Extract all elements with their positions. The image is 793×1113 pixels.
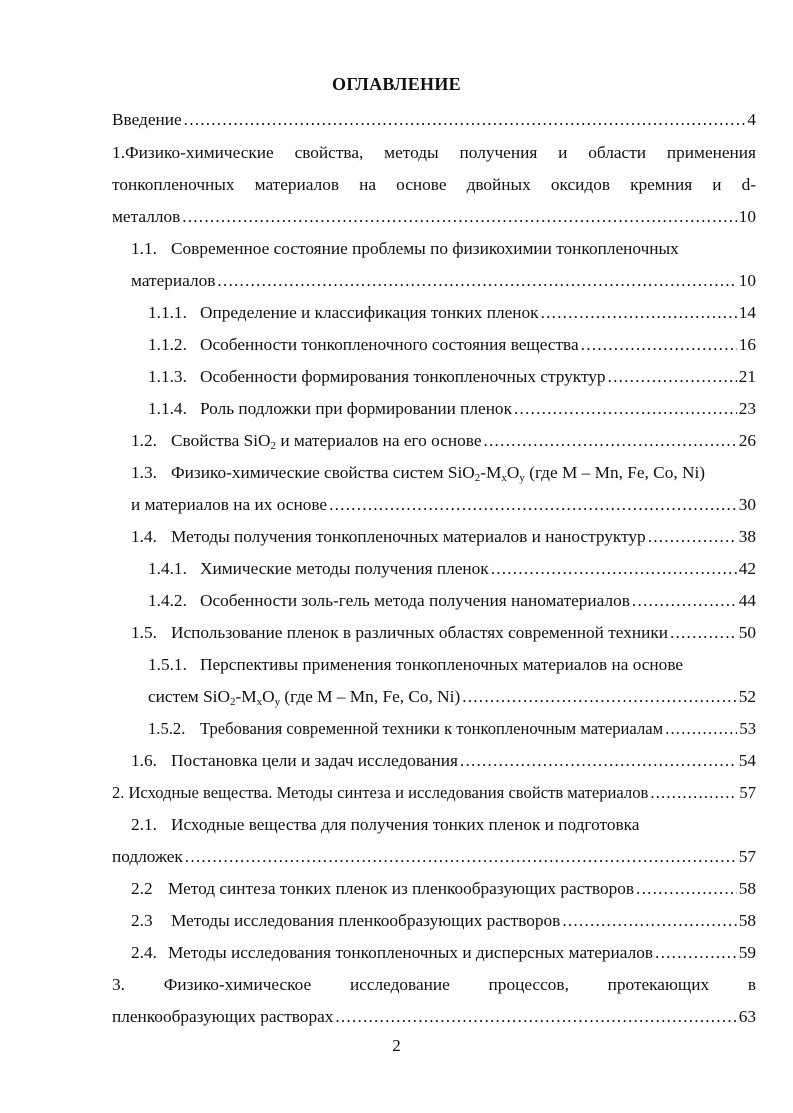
leader-dots <box>460 749 737 773</box>
subscript: x <box>501 472 507 484</box>
toc-entry-text: Современное состояние проблемы по физикохимии тонкопленочных <box>171 239 679 258</box>
toc-entry-ch3-line2[interactable] <box>112 1005 756 1029</box>
toc-page-number: 58 <box>738 879 756 898</box>
leader-dots <box>491 557 737 581</box>
toc-number: 1.5.1. <box>148 655 187 674</box>
toc-entry-text: (где M – Mn, Fe, Co, Ni) <box>524 463 706 482</box>
toc-entry-1-2[interactable] <box>131 429 756 453</box>
toc-page-number: 38 <box>738 527 756 546</box>
leader-dots <box>217 269 736 293</box>
toc-page-number: 42 <box>738 559 756 578</box>
toc-entry-1-4-2[interactable] <box>148 589 756 613</box>
toc-page-number: 52 <box>738 687 756 706</box>
leader-dots <box>655 941 737 965</box>
toc-entry-ch2[interactable] <box>112 781 756 805</box>
toc-entry-text: Физико-химическое исследование процессов, протекающих в <box>163 975 756 994</box>
toc-number: 2.2 <box>131 879 153 898</box>
toc-page-number: 4 <box>747 110 756 129</box>
toc-entry-text: Перспективы применения тонкопленочных материалов на основе <box>200 655 684 674</box>
toc-entry-2-3[interactable] <box>131 909 756 933</box>
toc-entry-text: Методы исследования тонкопленочных и дисперсных материалов <box>168 943 654 962</box>
toc-entry-text: Химические методы получения пленок <box>200 559 489 578</box>
leader-dots <box>184 108 746 132</box>
toc-page-number: 58 <box>738 911 756 930</box>
leader-dots <box>541 301 737 325</box>
leader-dots <box>182 205 736 229</box>
leader-dots <box>329 493 737 517</box>
toc-page-number: 57 <box>738 847 756 866</box>
toc-entry-text: Требования современной техники к тонкопленочным материалам <box>200 719 664 738</box>
leader-dots <box>650 781 737 805</box>
toc-entry-1-6[interactable] <box>131 749 756 773</box>
toc-entry-2-4[interactable] <box>131 941 756 965</box>
subscript: y <box>519 472 525 484</box>
toc-entry-text: и материалов на его основе <box>276 431 482 450</box>
toc-number: 1. <box>112 143 125 162</box>
toc-number: 3. <box>112 975 125 994</box>
toc-entry-text: Особенности золь-гель метода получения наноматериалов <box>200 591 630 610</box>
toc-page-number: 54 <box>738 751 756 770</box>
toc-number: 1.6. <box>131 751 157 770</box>
toc-entry-text: Использование пленок в различных областях современной техники <box>171 623 668 642</box>
toc-entry-ch1-line1[interactable] <box>112 141 756 165</box>
toc-entry-text: Исходные вещества для получения тонких пленок и подготовка <box>171 815 640 834</box>
subscript: 2 <box>229 696 236 708</box>
toc-entry-text: Свойства SiO <box>171 431 271 450</box>
toc-number: 1.1.2. <box>148 335 187 354</box>
subscript: y <box>274 696 281 708</box>
toc-entry-text: Метод синтеза тонких пленок из пленкообразующих растворов <box>168 879 635 898</box>
toc-entry-text: металлов <box>112 207 181 226</box>
leader-dots <box>632 589 737 613</box>
toc-page-number: 26 <box>738 431 756 450</box>
leader-dots <box>648 525 737 549</box>
toc-number: 1.1.3. <box>148 367 187 386</box>
toc-entry-1-3-line1[interactable] <box>131 461 756 485</box>
toc-entry-text: Определение и классификация тонких пленок <box>200 303 539 322</box>
toc-entry-ch1-line3[interactable] <box>112 205 756 229</box>
toc-entry-text: O <box>506 463 520 482</box>
toc-page-number: 14 <box>738 303 756 322</box>
toc-page-number: 53 <box>739 719 756 738</box>
leader-dots <box>665 717 737 741</box>
toc-entry-text: подложек <box>112 847 183 866</box>
toc-entry-1-5-2[interactable] <box>148 717 756 741</box>
toc-number: 1.2. <box>131 431 157 450</box>
toc-page-number: 10 <box>738 271 756 290</box>
toc-entry-intro[interactable] <box>112 108 756 132</box>
toc-page-number: 57 <box>739 783 756 802</box>
toc-page-number: 63 <box>738 1007 756 1026</box>
toc-number: 1.4.1. <box>148 559 187 578</box>
toc-entry-text: Постановка цели и задач исследования <box>171 751 458 770</box>
toc-entry-text: материалов <box>131 271 216 290</box>
toc-entry-1-5[interactable] <box>131 621 756 645</box>
subscript: 2 <box>270 440 276 452</box>
toc-page-number: 59 <box>738 943 756 962</box>
leader-dots <box>608 365 737 389</box>
toc-entry-text: Методы исследования пленкообразующих растворов <box>171 911 561 930</box>
toc-number: 2.4. <box>131 943 157 962</box>
toc-entry-text: Физико-химические свойства систем SiO <box>171 463 475 482</box>
toc-entry-1-1-1[interactable] <box>148 301 756 325</box>
leader-dots <box>462 685 736 709</box>
leader-dots <box>185 845 737 869</box>
toc-page-number: 21 <box>738 367 756 386</box>
subscript: x <box>256 696 263 708</box>
toc-number: 1.1.4. <box>148 399 187 418</box>
toc-entry-text: -M <box>235 687 257 706</box>
toc-entry-text: Физико-химические свойства, методы получения и области применения <box>124 143 756 162</box>
toc-number: 1.1.1. <box>148 303 187 322</box>
toc-entry-ch1-line2 <box>112 173 756 197</box>
toc-entry-text: -M <box>480 463 502 482</box>
toc-number: 1.5. <box>131 623 157 642</box>
toc-number: 1.4. <box>131 527 157 546</box>
toc-page-number: 44 <box>738 591 756 610</box>
toc-entry-1-4-1[interactable] <box>148 557 756 581</box>
toc-entry-1-1-line1[interactable] <box>131 237 756 261</box>
leader-dots <box>670 621 737 645</box>
toc-page-number: 30 <box>738 495 756 514</box>
leader-dots <box>335 1005 736 1029</box>
toc-number: 1.5.2. <box>148 719 186 738</box>
toc-page-number: 10 <box>738 207 756 226</box>
toc-entry-1-5-1-line1[interactable] <box>148 653 756 677</box>
toc-entry-2-1-line2[interactable] <box>112 845 756 869</box>
toc-page-number: 16 <box>738 335 756 354</box>
page-title: ОГЛАВЛЕНИЕ <box>332 74 461 94</box>
leader-dots <box>484 429 737 453</box>
toc-entry-1-3-line2[interactable] <box>131 493 756 517</box>
toc-entry-text: систем SiO <box>148 687 230 706</box>
toc-number: 2.1. <box>131 815 157 834</box>
toc-entry-text: Роль подложки при формировании пленок <box>200 399 512 418</box>
toc-number: 1.3. <box>131 463 157 482</box>
toc-entry-text: пленкообразующих растворах <box>112 1007 334 1026</box>
toc-entry-text: тонкопленочных материалов на основе двойных оксидов кремния и d- <box>112 175 756 194</box>
toc-entry-text: и материалов на их основе <box>131 495 328 514</box>
leader-dots <box>514 397 737 421</box>
toc-entry-ch3-line1[interactable] <box>112 973 756 997</box>
toc-entry-text: O <box>262 687 275 706</box>
toc-number: 1.4.2. <box>148 591 187 610</box>
toc-page-number: 50 <box>738 623 756 642</box>
toc-page-number: 23 <box>738 399 756 418</box>
toc-entry-text: Введение <box>112 110 182 129</box>
toc-entry-2-1-line1[interactable] <box>131 813 756 837</box>
toc-entry-text: Методы получения тонкопленочных материалов и наноструктур <box>171 527 646 546</box>
leader-dots <box>562 909 736 933</box>
toc-entry-1-5-1-line2[interactable] <box>148 685 756 709</box>
toc-entry-2-2[interactable] <box>131 877 756 901</box>
toc-entry-text: (где M – Mn, Fe, Co, Ni) <box>280 687 461 706</box>
page-number: 2 <box>392 1036 401 1055</box>
toc-number: 1.1. <box>131 239 157 258</box>
toc-entry-1-4[interactable] <box>131 525 756 549</box>
toc-entry-1-1-4[interactable] <box>148 397 756 421</box>
toc-entry-1-1-3[interactable] <box>148 365 756 389</box>
toc-number: 2.3 <box>131 911 153 930</box>
toc-entry-text: Особенности тонкопленочного состояния вещества <box>200 335 579 354</box>
leader-dots <box>636 877 737 901</box>
toc-number: 2. <box>112 783 125 802</box>
leader-dots <box>581 333 737 357</box>
toc-entry-text: Исходные вещества. Методы синтеза и исследования свойств материалов <box>128 783 649 802</box>
subscript: 2 <box>474 472 481 484</box>
toc-entry-1-1-line2[interactable] <box>131 269 756 293</box>
toc-entry-1-1-2[interactable] <box>148 333 756 357</box>
toc-entry-text: Особенности формирования тонкопленочных структур <box>200 367 606 386</box>
